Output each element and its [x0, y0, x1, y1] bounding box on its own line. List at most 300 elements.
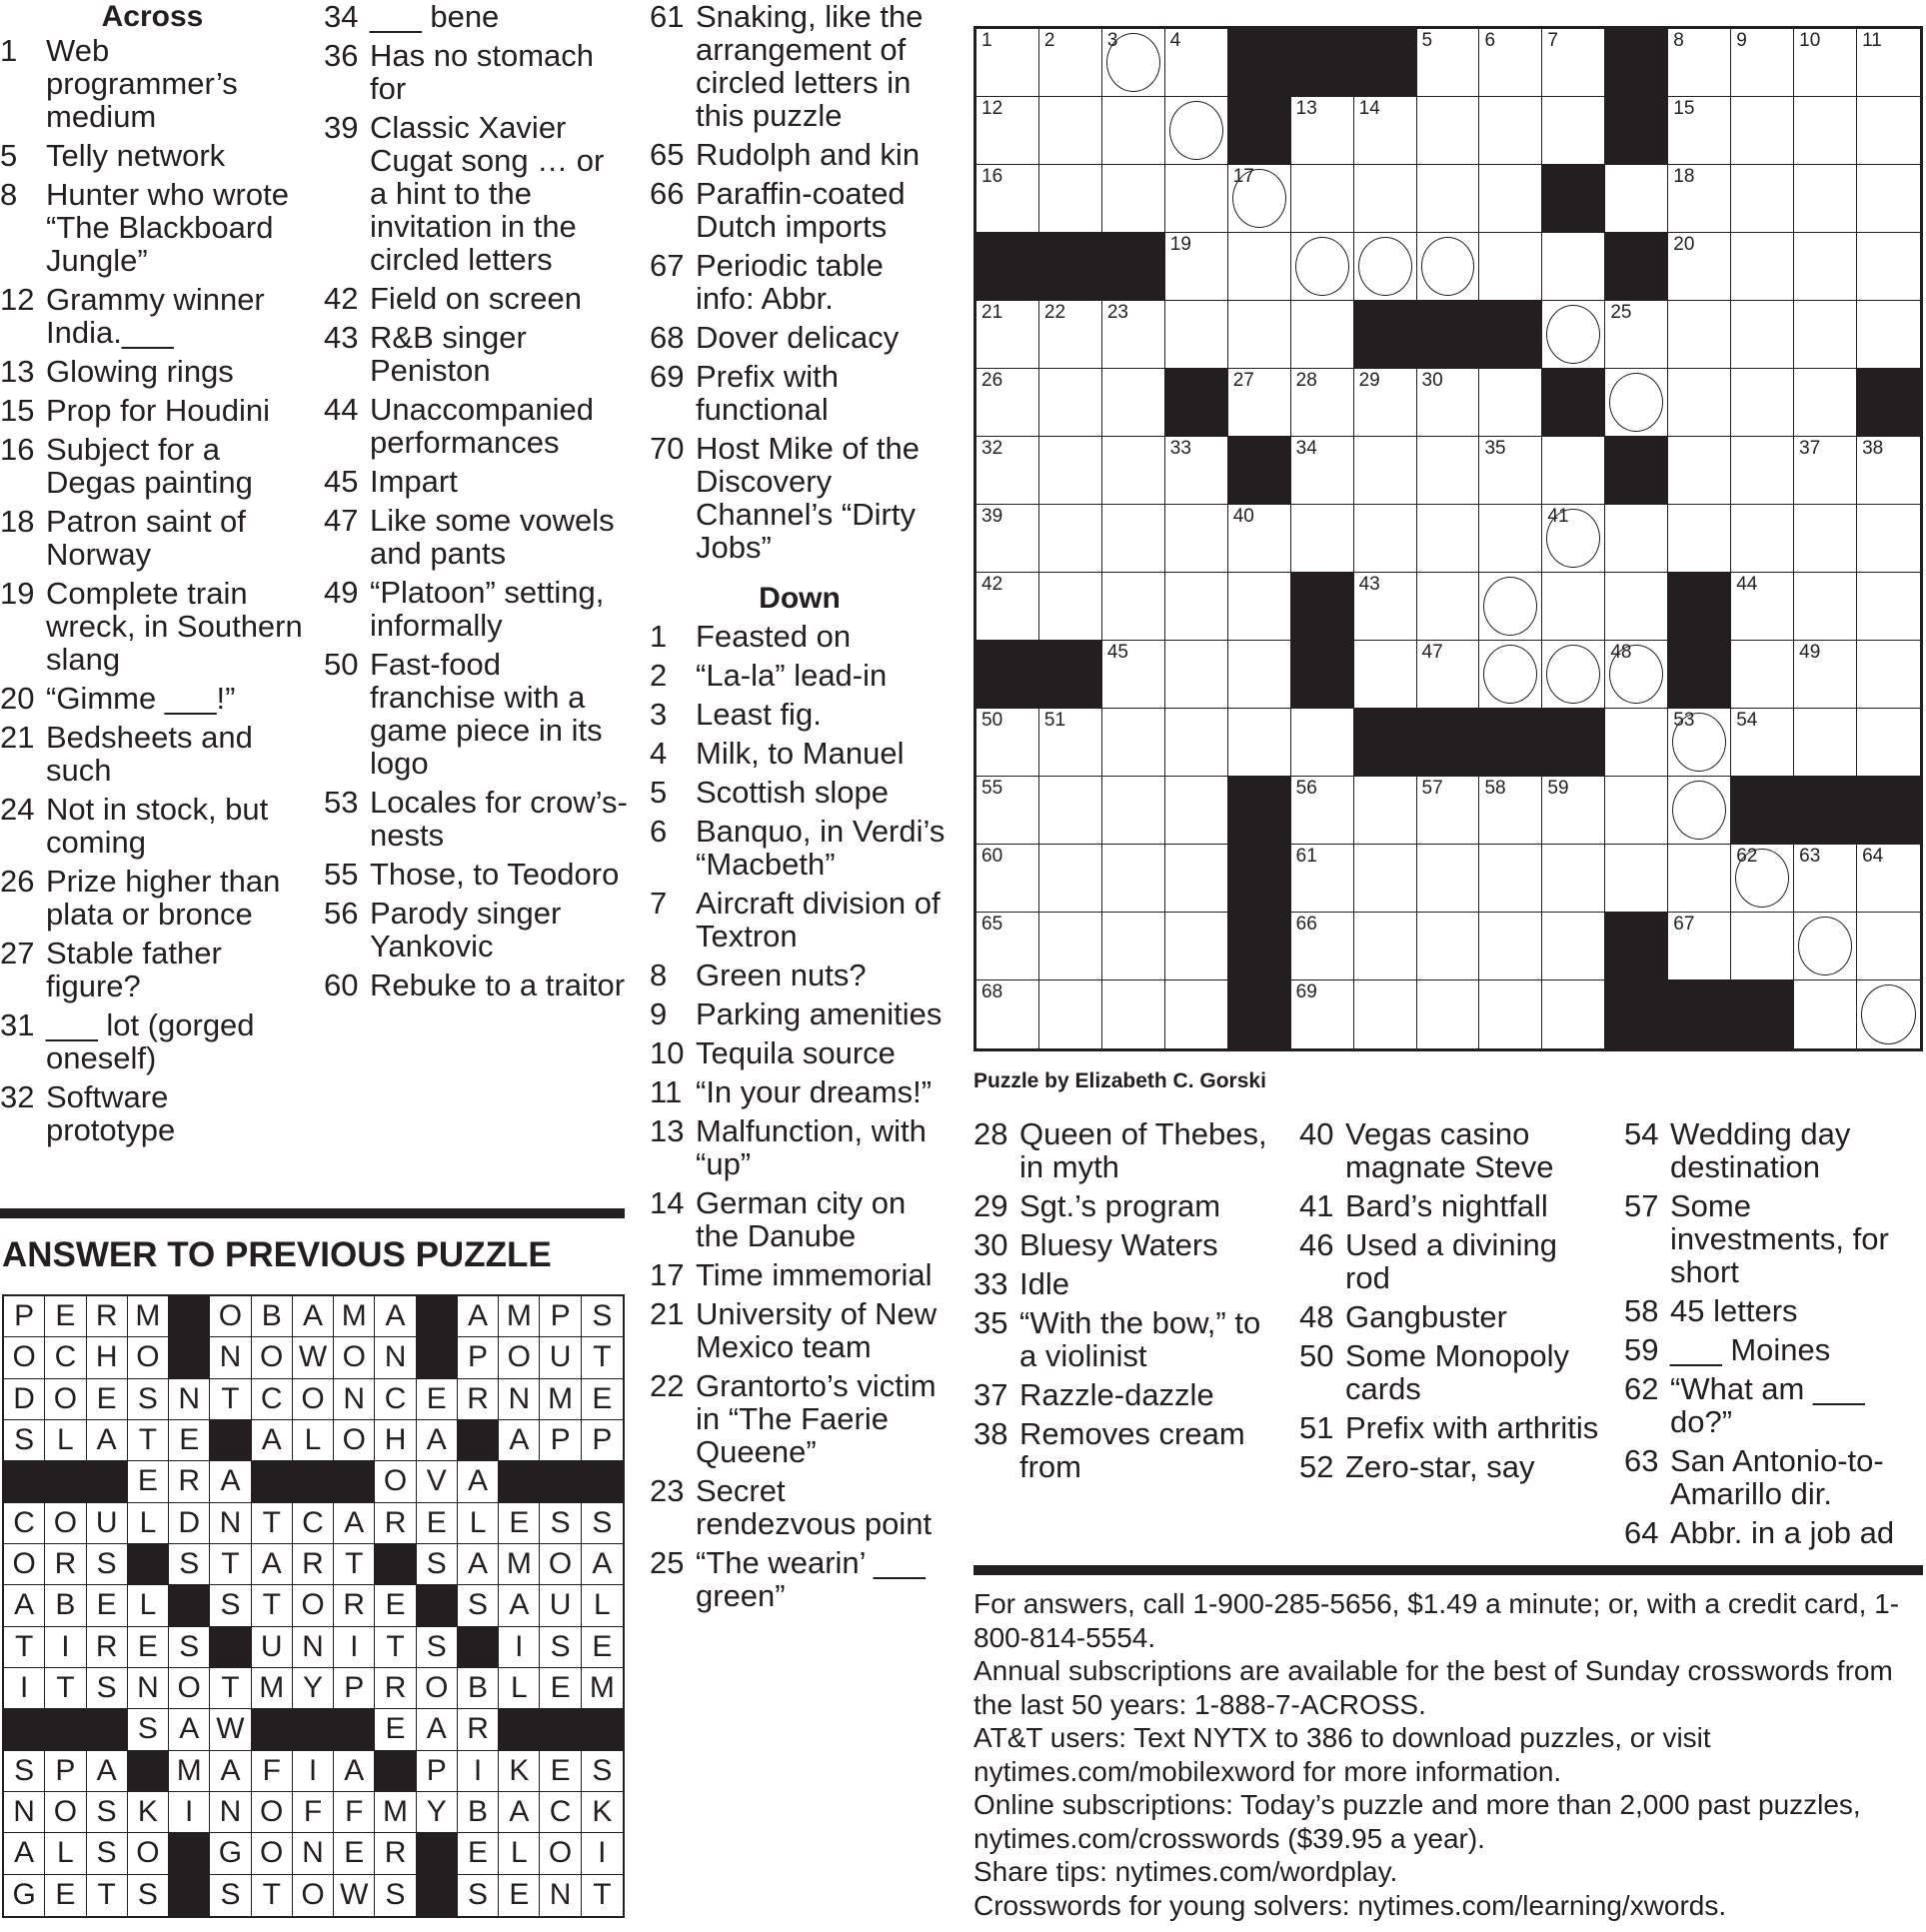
grid-cell[interactable]	[1794, 913, 1857, 980]
grid-cell[interactable]	[1542, 913, 1605, 980]
grid-cell[interactable]	[1417, 437, 1480, 505]
grid-cell[interactable]	[1542, 641, 1605, 709]
grid-cell[interactable]	[1857, 913, 1920, 980]
grid-cell[interactable]	[1291, 777, 1354, 845]
grid-cell[interactable]	[1668, 165, 1731, 233]
down-clue[interactable]	[650, 1258, 950, 1291]
grid-cell[interactable]	[1731, 505, 1794, 573]
grid-cell[interactable]	[1668, 709, 1731, 777]
grid-cell[interactable]	[1039, 369, 1102, 437]
across-clue[interactable]	[324, 576, 629, 642]
across-clue[interactable]	[650, 249, 950, 315]
grid-cell[interactable]	[1668, 29, 1731, 97]
grid-cell[interactable]	[1417, 97, 1480, 165]
grid-cell[interactable]	[1605, 369, 1668, 437]
down-clue[interactable]	[650, 698, 950, 731]
grid-cell[interactable]	[1228, 573, 1291, 641]
grid-cell[interactable]	[1479, 29, 1542, 97]
down-clue[interactable]	[650, 1075, 950, 1108]
across-clue[interactable]	[324, 393, 629, 459]
across-clue[interactable]	[324, 504, 629, 570]
grid-cell[interactable]	[1039, 913, 1102, 980]
clue-number: 67	[650, 248, 685, 283]
grid-cell[interactable]	[1731, 165, 1794, 233]
grid-cell[interactable]	[1605, 777, 1668, 845]
clue-text: “In your dreams!”	[696, 1074, 933, 1109]
grid-cell[interactable]	[1165, 437, 1228, 505]
down-clue[interactable]	[650, 1186, 950, 1252]
across-clue[interactable]	[0, 793, 305, 859]
down-clue[interactable]	[1299, 1411, 1609, 1444]
grid-cell[interactable]	[1542, 777, 1605, 845]
grid-cell[interactable]	[1794, 29, 1857, 97]
grid-cell[interactable]	[1857, 709, 1920, 777]
across-clue[interactable]	[0, 355, 305, 388]
grid-cell[interactable]	[1354, 641, 1417, 709]
down-clue[interactable]	[650, 1474, 950, 1540]
grid-cell[interactable]	[1165, 980, 1228, 1048]
grid-cell[interactable]	[1605, 573, 1668, 641]
down-clue[interactable]	[973, 1306, 1283, 1372]
grid-cell[interactable]	[1102, 573, 1165, 641]
across-clue[interactable]	[650, 360, 950, 426]
across-clue[interactable]	[324, 465, 629, 498]
grid-cell[interactable]	[1479, 165, 1542, 233]
down-clue[interactable]	[1624, 1189, 1926, 1288]
grid-cell[interactable]	[1794, 97, 1857, 165]
grid-cell[interactable]	[1605, 301, 1668, 369]
clue-text: Prefix with arthritis	[1345, 1410, 1599, 1445]
grid-cell[interactable]	[1354, 165, 1417, 233]
clue-text: Gangbuster	[1345, 1299, 1507, 1334]
grid-cell[interactable]	[1291, 980, 1354, 1048]
grid-cell[interactable]	[1291, 301, 1354, 369]
grid-cell[interactable]	[1479, 573, 1542, 641]
grid-cell[interactable]	[1794, 505, 1857, 573]
grid-cell[interactable]	[1794, 573, 1857, 641]
grid-cell[interactable]	[1228, 641, 1291, 709]
grid-cell[interactable]	[976, 505, 1039, 573]
grid-cell[interactable]	[1165, 29, 1228, 97]
across-clue[interactable]	[650, 177, 950, 243]
grid-cell[interactable]	[1794, 165, 1857, 233]
grid-cell[interactable]	[1479, 913, 1542, 980]
grid-cell[interactable]	[1417, 913, 1480, 980]
answer-letter: T	[210, 1379, 251, 1420]
grid-cell[interactable]	[976, 97, 1039, 165]
grid-cell[interactable]	[1039, 301, 1102, 369]
down-clue[interactable]	[650, 997, 950, 1030]
across-clue[interactable]	[324, 968, 629, 1001]
grid-cell[interactable]	[1102, 709, 1165, 777]
clue-number: 25	[650, 1545, 685, 1580]
clue-number: 34	[324, 0, 359, 34]
grid-cell[interactable]	[1542, 233, 1605, 301]
grid-cell[interactable]	[1605, 165, 1668, 233]
across-clue[interactable]	[324, 39, 629, 105]
down-clue[interactable]	[973, 1267, 1283, 1300]
grid-cell[interactable]	[1668, 777, 1731, 845]
across-clue[interactable]	[324, 282, 629, 315]
grid-cell[interactable]	[1039, 980, 1102, 1048]
across-clue[interactable]	[0, 937, 305, 1002]
grid-cell[interactable]	[1731, 913, 1794, 980]
grid-cell[interactable]	[1354, 97, 1417, 165]
black-square	[1605, 980, 1668, 1048]
grid-cell[interactable]	[1291, 437, 1354, 505]
grid-cell[interactable]	[1731, 845, 1794, 913]
across-clue[interactable]	[0, 682, 305, 715]
grid-cell[interactable]	[1417, 233, 1480, 301]
grid-cell[interactable]	[1417, 777, 1480, 845]
grid-cell[interactable]	[1102, 29, 1165, 97]
down-clue[interactable]	[1299, 1228, 1609, 1294]
across-clue[interactable]	[0, 283, 305, 349]
down-clue[interactable]	[650, 659, 950, 692]
grid-cell[interactable]	[1102, 369, 1165, 437]
grid-cell[interactable]	[1228, 301, 1291, 369]
grid-cell[interactable]	[1794, 437, 1857, 505]
across-clue[interactable]	[324, 858, 629, 891]
grid-cell[interactable]	[1291, 165, 1354, 233]
down-clue[interactable]	[1299, 1450, 1609, 1483]
grid-cell[interactable]	[1542, 845, 1605, 913]
across-clue[interactable]	[0, 505, 305, 571]
grid-cell[interactable]	[1039, 777, 1102, 845]
across-clue[interactable]	[650, 0, 950, 132]
clue-number: 44	[324, 392, 359, 427]
grid-cell[interactable]	[1102, 301, 1165, 369]
down-clue[interactable]	[1624, 1117, 1926, 1183]
down-clue[interactable]	[650, 1114, 950, 1180]
grid-cell[interactable]	[1794, 301, 1857, 369]
clue-text: Impart	[370, 464, 458, 499]
grid-cell[interactable]	[1731, 29, 1794, 97]
grid-cell[interactable]	[1291, 845, 1354, 913]
grid-cell[interactable]	[1542, 97, 1605, 165]
grid-cell[interactable]	[1542, 505, 1605, 573]
grid-cell[interactable]	[1165, 165, 1228, 233]
grid-cell[interactable]	[1857, 97, 1920, 165]
grid-cell[interactable]	[1417, 845, 1480, 913]
grid-cell[interactable]	[1354, 573, 1417, 641]
grid-cell[interactable]	[1039, 29, 1102, 97]
across-clue[interactable]	[324, 0, 629, 33]
grid-cell[interactable]	[1542, 980, 1605, 1048]
grid-cell[interactable]	[1479, 641, 1542, 709]
crossword-grid[interactable]	[973, 26, 1923, 1051]
grid-cell[interactable]	[1354, 369, 1417, 437]
grid-cell[interactable]	[1857, 980, 1920, 1048]
grid-cell[interactable]	[1857, 437, 1920, 505]
grid-cell[interactable]	[1857, 845, 1920, 913]
across-clue[interactable]	[0, 34, 305, 133]
clue-text: Bluesy Waters	[1019, 1227, 1218, 1262]
grid-cell[interactable]	[1165, 913, 1228, 980]
answer-letter: A	[417, 1420, 458, 1461]
answer-letter: S	[458, 1875, 499, 1916]
grid-cell[interactable]	[1668, 369, 1731, 437]
down-clue[interactable]	[650, 776, 950, 809]
answer-letter: O	[293, 1585, 334, 1626]
answer-letter: C	[45, 1337, 86, 1378]
grid-cell[interactable]	[1417, 980, 1480, 1048]
grid-cell[interactable]	[1794, 369, 1857, 437]
grid-cell[interactable]	[1228, 709, 1291, 777]
grid-cell[interactable]	[976, 980, 1039, 1048]
answer-letter: S	[169, 1544, 210, 1585]
grid-cell[interactable]	[1605, 641, 1668, 709]
answer-black-square	[45, 1461, 86, 1502]
grid-cell[interactable]	[1165, 301, 1228, 369]
grid-cell[interactable]	[1165, 97, 1228, 165]
grid-cell[interactable]	[1479, 845, 1542, 913]
grid-cell[interactable]	[1668, 301, 1731, 369]
answer-letter: K	[582, 1792, 623, 1833]
grid-cell[interactable]	[1165, 505, 1228, 573]
grid-cell[interactable]	[1857, 165, 1920, 233]
grid-cell[interactable]	[1417, 29, 1480, 97]
grid-cell[interactable]	[1291, 97, 1354, 165]
grid-cell[interactable]	[1291, 709, 1354, 777]
clue-number: 66	[650, 176, 685, 211]
grid-cell[interactable]	[1668, 233, 1731, 301]
down-clue[interactable]	[973, 1117, 1283, 1183]
grid-cell[interactable]	[1291, 505, 1354, 573]
down-clues-col1	[650, 620, 950, 1612]
down-clue[interactable]	[650, 815, 950, 881]
grid-cell[interactable]	[1165, 709, 1228, 777]
grid-cell[interactable]	[1668, 913, 1731, 980]
grid-cell[interactable]	[1731, 97, 1794, 165]
grid-cell[interactable]	[1668, 97, 1731, 165]
grid-cell[interactable]	[1794, 709, 1857, 777]
grid-cell[interactable]	[1794, 233, 1857, 301]
down-column-3	[1299, 1117, 1609, 1489]
clue-number: 39	[324, 110, 359, 145]
grid-cell[interactable]	[1479, 97, 1542, 165]
answer-black-square	[293, 1461, 334, 1502]
down-clue[interactable]	[973, 1417, 1283, 1483]
down-clue[interactable]	[650, 1036, 950, 1069]
grid-cell[interactable]	[1668, 505, 1731, 573]
down-clue[interactable]	[650, 887, 950, 953]
grid-cell[interactable]	[1417, 369, 1480, 437]
answer-letter: G	[4, 1875, 45, 1916]
answer-letter: W	[293, 1337, 334, 1378]
grid-cell[interactable]	[1794, 980, 1857, 1048]
clue-number: 15	[0, 393, 35, 428]
grid-cell[interactable]	[1354, 845, 1417, 913]
across-clue[interactable]	[324, 648, 629, 780]
clue-number: 38	[973, 1416, 1008, 1451]
grid-cell[interactable]	[1542, 29, 1605, 97]
across-clue[interactable]	[0, 178, 305, 277]
across-clue[interactable]	[0, 577, 305, 676]
grid-cell[interactable]	[1479, 437, 1542, 505]
answer-letter: L	[293, 1420, 334, 1461]
clue-text: ___ bene	[370, 0, 500, 34]
across-clue[interactable]	[650, 432, 950, 564]
grid-cell[interactable]	[1605, 845, 1668, 913]
across-clue[interactable]	[0, 394, 305, 427]
grid-cell[interactable]	[1228, 233, 1291, 301]
grid-cell[interactable]	[1039, 505, 1102, 573]
across-clue[interactable]	[0, 1080, 305, 1146]
grid-cell[interactable]	[1668, 845, 1731, 913]
grid-cell[interactable]	[1291, 233, 1354, 301]
grid-cell[interactable]	[1857, 233, 1920, 301]
grid-cell[interactable]	[1354, 233, 1417, 301]
grid-cell[interactable]	[1102, 777, 1165, 845]
grid-cell[interactable]	[1542, 573, 1605, 641]
grid-cell[interactable]	[1731, 369, 1794, 437]
answer-letter: G	[210, 1833, 251, 1874]
grid-cell[interactable]	[1165, 233, 1228, 301]
grid-cell[interactable]	[1479, 505, 1542, 573]
grid-cell[interactable]	[1039, 165, 1102, 233]
across-clue[interactable]	[0, 865, 305, 931]
down-clue[interactable]	[973, 1378, 1283, 1411]
grid-cell[interactable]	[976, 573, 1039, 641]
grid-cell[interactable]	[1165, 573, 1228, 641]
grid-cell[interactable]	[1731, 233, 1794, 301]
grid-cell[interactable]	[1857, 301, 1920, 369]
down-clue[interactable]	[650, 737, 950, 770]
grid-cell[interactable]	[1731, 437, 1794, 505]
grid-cell[interactable]	[1731, 301, 1794, 369]
grid-cell[interactable]	[1417, 573, 1480, 641]
grid-cell[interactable]	[1479, 777, 1542, 845]
grid-cell[interactable]	[1165, 845, 1228, 913]
grid-cell[interactable]	[1102, 437, 1165, 505]
grid-cell[interactable]	[1102, 845, 1165, 913]
grid-cell[interactable]	[1039, 573, 1102, 641]
across-clue[interactable]	[324, 321, 629, 387]
grid-cell[interactable]	[1417, 505, 1480, 573]
grid-cell[interactable]	[1731, 641, 1794, 709]
answer-letter: M	[582, 1668, 623, 1709]
across-clue[interactable]	[650, 138, 950, 171]
grid-cell[interactable]	[1479, 369, 1542, 437]
grid-cell[interactable]	[1291, 913, 1354, 980]
grid-cell[interactable]	[976, 165, 1039, 233]
down-clue[interactable]	[1299, 1300, 1609, 1333]
grid-cell[interactable]	[1354, 980, 1417, 1048]
grid-cell[interactable]	[1857, 641, 1920, 709]
grid-cell[interactable]	[1542, 301, 1605, 369]
grid-cell[interactable]	[1039, 437, 1102, 505]
down-clue[interactable]	[1624, 1444, 1926, 1510]
down-clue[interactable]	[973, 1189, 1283, 1222]
grid-cell[interactable]	[1794, 641, 1857, 709]
down-clue[interactable]	[1624, 1333, 1926, 1366]
grid-cell[interactable]	[1102, 505, 1165, 573]
down-clue[interactable]	[1624, 1294, 1926, 1327]
down-clue[interactable]	[1624, 1516, 1926, 1549]
grid-cell[interactable]	[1354, 437, 1417, 505]
grid-cell[interactable]	[1102, 641, 1165, 709]
grid-cell[interactable]	[1102, 97, 1165, 165]
grid-cell[interactable]	[976, 301, 1039, 369]
down-clue[interactable]	[650, 1297, 950, 1363]
grid-cell[interactable]	[1731, 709, 1794, 777]
grid-cell[interactable]	[1102, 165, 1165, 233]
grid-cell[interactable]	[1228, 369, 1291, 437]
grid-cell[interactable]	[1039, 845, 1102, 913]
grid-cell[interactable]	[1794, 845, 1857, 913]
across-clue[interactable]	[0, 139, 305, 172]
grid-cell[interactable]	[1228, 165, 1291, 233]
grid-cell[interactable]	[1039, 709, 1102, 777]
grid-cell[interactable]	[1542, 437, 1605, 505]
grid-cell[interactable]	[976, 709, 1039, 777]
answer-letter: P	[45, 1751, 86, 1792]
grid-cell[interactable]	[1605, 709, 1668, 777]
black-square	[1228, 437, 1291, 505]
grid-cell[interactable]	[1039, 97, 1102, 165]
down-clue[interactable]	[1299, 1117, 1609, 1183]
grid-cell[interactable]	[1102, 980, 1165, 1048]
grid-cell[interactable]	[1479, 980, 1542, 1048]
across-clue[interactable]	[0, 1008, 305, 1074]
grid-cell[interactable]	[1165, 777, 1228, 845]
down-clue[interactable]	[650, 1546, 950, 1612]
grid-cell[interactable]	[976, 29, 1039, 97]
grid-cell[interactable]	[1605, 505, 1668, 573]
across-clue[interactable]	[0, 721, 305, 787]
grid-cell[interactable]	[1417, 165, 1480, 233]
answer-letter: B	[45, 1585, 86, 1626]
grid-cell[interactable]	[1731, 573, 1794, 641]
across-clue[interactable]	[324, 786, 629, 852]
grid-cell[interactable]	[1668, 437, 1731, 505]
grid-cell[interactable]	[976, 437, 1039, 505]
grid-cell[interactable]	[1354, 777, 1417, 845]
grid-cell[interactable]	[1857, 29, 1920, 97]
down-clue[interactable]	[1299, 1189, 1609, 1222]
across-clue[interactable]	[324, 111, 629, 276]
down-clue[interactable]	[650, 620, 950, 653]
down-clue[interactable]	[973, 1228, 1283, 1261]
grid-cell[interactable]	[1857, 505, 1920, 573]
across-clue[interactable]	[0, 433, 305, 499]
grid-cell[interactable]	[1291, 369, 1354, 437]
down-clue[interactable]	[650, 1369, 950, 1468]
down-clue[interactable]	[650, 959, 950, 991]
grid-cell[interactable]	[1165, 641, 1228, 709]
grid-cell[interactable]	[1417, 641, 1480, 709]
grid-cell[interactable]	[976, 777, 1039, 845]
grid-cell[interactable]	[976, 913, 1039, 980]
across-clue[interactable]	[650, 321, 950, 354]
grid-cell[interactable]	[1479, 233, 1542, 301]
clue-text: Used a divining rod	[1345, 1227, 1557, 1295]
down-clues-col2	[973, 1117, 1283, 1483]
down-clue[interactable]	[1624, 1372, 1926, 1438]
grid-cell[interactable]	[976, 369, 1039, 437]
cell-number: 28	[1295, 370, 1317, 391]
cell-number: 52	[1358, 710, 1380, 731]
grid-cell[interactable]	[1102, 913, 1165, 980]
grid-cell[interactable]	[976, 845, 1039, 913]
across-clue[interactable]	[324, 897, 629, 963]
down-clue[interactable]	[1299, 1339, 1609, 1405]
grid-cell[interactable]	[1857, 573, 1920, 641]
grid-cell[interactable]	[1354, 505, 1417, 573]
grid-cell[interactable]	[1228, 505, 1291, 573]
grid-cell[interactable]	[1354, 913, 1417, 980]
